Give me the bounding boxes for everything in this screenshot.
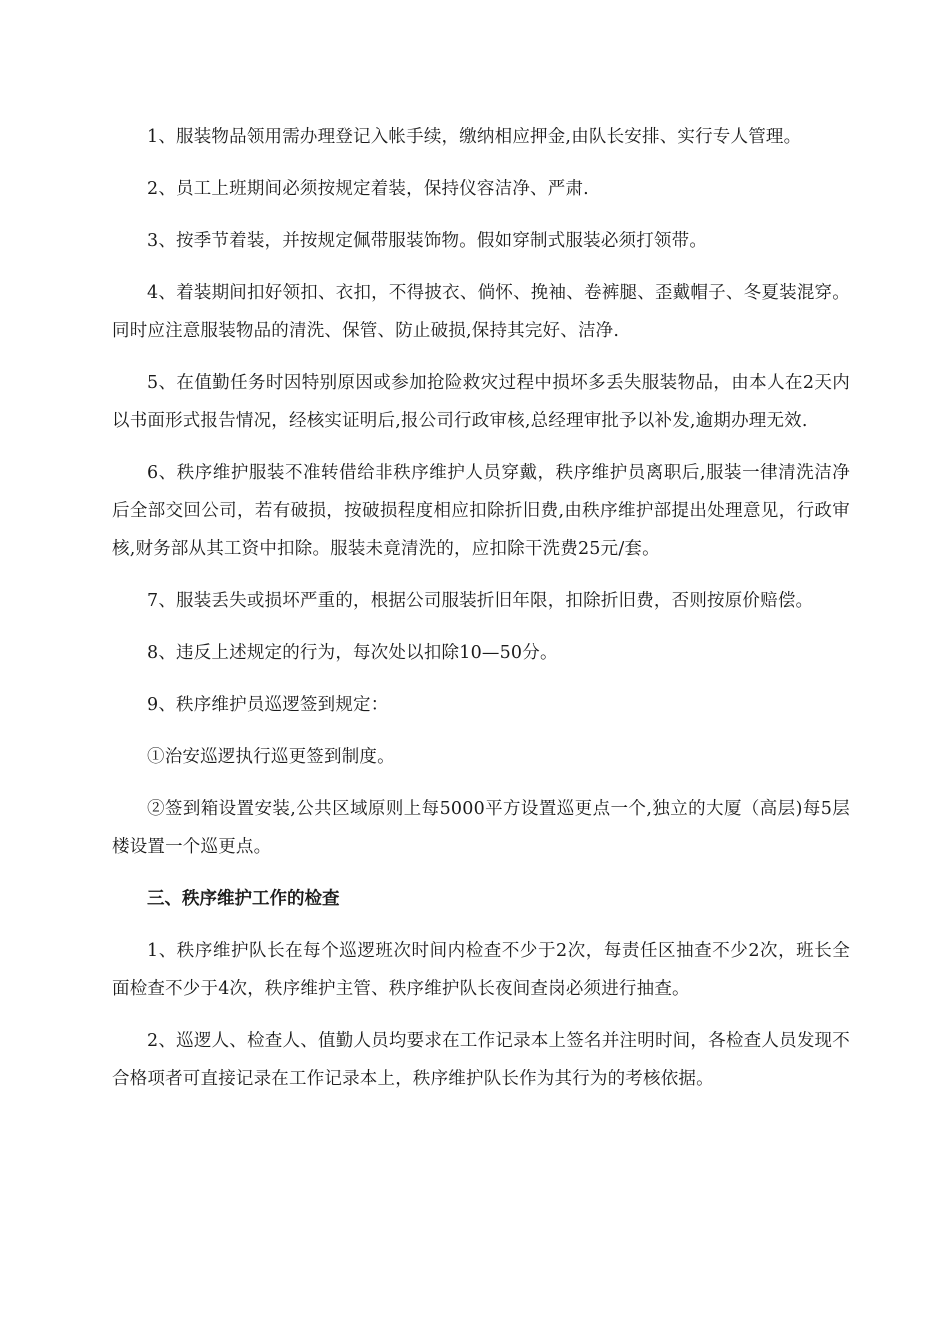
section-paragraph-2: 2、巡逻人、检查人、值勤人员均要求在工作记录本上签名并注明时间，各检查人员发现不合格项者可直接记录在工作记录本上，秩序维护队长作为其行为的考核依据。 bbox=[112, 1031, 850, 1089]
paragraph-7: 7、服装丢失或损坏严重的，根据公司服装折旧年限，扣除折旧费，否则按原价赔偿。 bbox=[147, 591, 814, 611]
paragraph-6: 6、秩序维护服装不准转借给非秩序维护人员穿戴，秩序维护员离职后,服装一律清洗洁净后全部交回公司，若有破损，按破损程度相应扣除折旧费,由秩序维护部提出处理意见，行政审核,财务部从其工资中扣除。服装未竟清洗的，应扣除干洗费25元/套。 bbox=[112, 463, 850, 559]
paragraph-5: 5、在值勤任务时因特别原因或参加抢险救灾过程中损坏多丢失服装物品，由本人在2天内以书面形式报告情况，经核实证明后,报公司行政审核,总经理审批予以补发,逾期办理无效. bbox=[112, 373, 850, 431]
paragraph-9: 9、秩序维护员巡逻签到规定： bbox=[147, 695, 389, 715]
paragraph-9-item-1: ①治安巡逻执行巡更签到制度。 bbox=[147, 747, 395, 767]
paragraph-8: 8、违反上述规定的行为，每次处以扣除10—50分。 bbox=[147, 643, 558, 663]
paragraph-1: 1、服装物品领用需办理登记入帐手续，缴纳相应押金,由队长安排、实行专人管理。 bbox=[147, 127, 802, 147]
document-page bbox=[112, 118, 850, 1112]
paragraph-4: 4、着装期间扣好领扣、衣扣，不得披衣、倘怀、挽袖、卷裤腿、歪戴帽子、冬夏装混穿。同时应注意服装物品的清洗、保管、防止破损,保持其完好、洁净. bbox=[112, 283, 850, 341]
section-paragraph-1: 1、秩序维护队长在每个巡逻班次时间内检查不少于2次，每责任区抽查不少2次，班长全面检查不少于4次，秩序维护主管、秩序维护队长夜间查岗必须进行抽查。 bbox=[112, 941, 850, 999]
section-heading: 三、秩序维护工作的检查 bbox=[147, 889, 340, 909]
paragraph-2: 2、员工上班期间必须按规定着装，保持仪容洁净、严肃. bbox=[147, 179, 589, 199]
paragraph-3: 3、按季节着装，并按规定佩带服装饰物。假如穿制式服装必须打领带。 bbox=[147, 231, 708, 251]
paragraph-9-item-2: ②签到箱设置安装,公共区域原则上每5000平方设置巡更点一个,独立的大厦（高层)每5层楼设置一个巡更点。 bbox=[112, 799, 850, 857]
